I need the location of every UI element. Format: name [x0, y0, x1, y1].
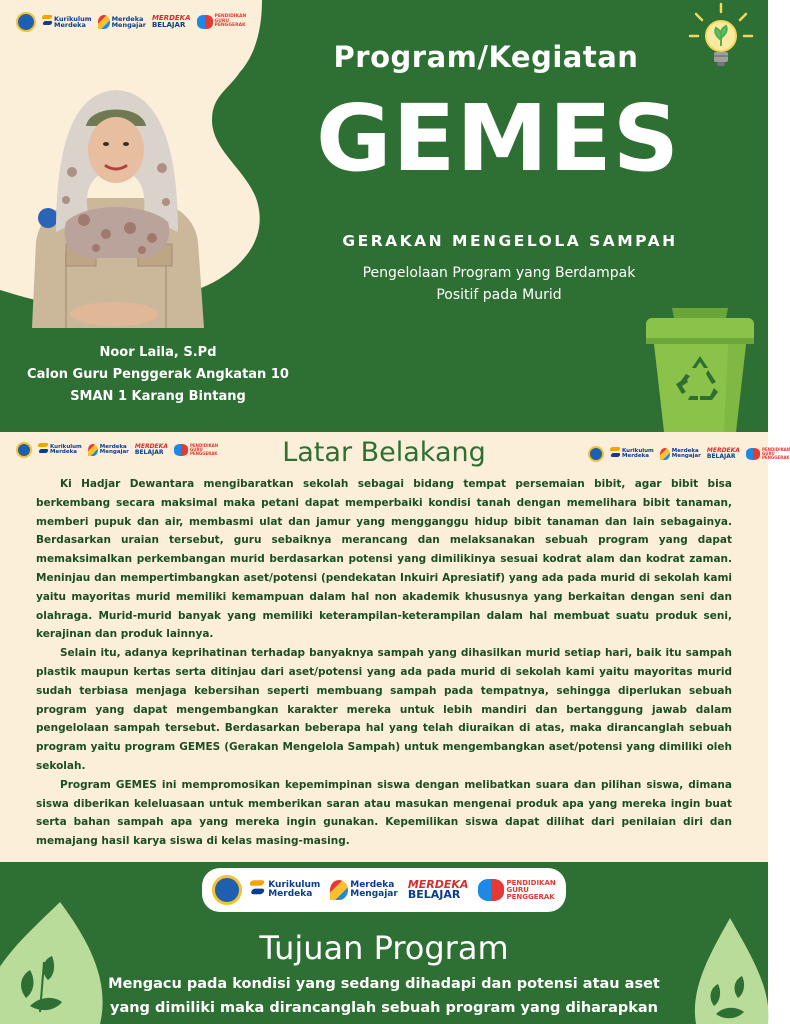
paragraph-3: Program GEMES ini mempromosikan kepemimpinan siswa dengan melibatkan suara dan pilihan siswa, dimana siswa diberikan keleluasaan untuk memberikan saran atau masukan mengenai produk apa yang mereka ingin buat serta bahan sampah apa yang mereka ingin gunakan. Kepemilikan siswa dapat dilihat dari penilaian diri dan memajang hasil karya siswa di kelas masing-masing. — [36, 778, 732, 848]
program-title: Program/Kegiatan — [333, 40, 639, 74]
guru-penggerak-logo: PENDIDIKAN GURU PENGGERAK — [197, 15, 247, 29]
tujuan-program-section — [0, 862, 768, 1024]
paragraph-2: Selain itu, adanya keprihatinan terhadap banyaknya sampah yang dihasilkan murid setiap hari, baik itu sampah plastik maupun kertas serta ditinjau dari aset/potensi yang ada pada murid di sekolah kami yaitu mayoritas murid sudah terbiasa menjaga kebersihan seperti membuang sampah pada tempatnya, sehingga diperlukan sebuah program yang dapat mengembangkan karakter mereka untuk lebih mandiri dan bertanggung jawab dalam pengelolaan sampah tersebut. Berdasarkan beberapa hal yang telah diuraikan di atas, maka dirancanglah sebuah program yaitu program GEMES (Gerakan Mengelola Sampah) untuk mengembangkan aset/potensi yang dimiliki oleh sekolah. — [36, 647, 732, 772]
latar-belakang-text — [36, 475, 732, 851]
tut-wuri-logo — [588, 446, 604, 462]
latar-belakang-section — [0, 432, 790, 862]
partner-logos — [16, 12, 246, 32]
tujuan-text: Mengacu pada kondisi yang sedang dihadapi dan potensi atau aset yang dimiliki maka dirancanglah sebuah program yang diharapkan — [108, 976, 660, 1016]
guru-penggerak-logo: PENDIDIKAN GURU PENGGERAK — [174, 444, 218, 456]
person-role: Calon Guru Penggerak Angkatan 10 — [27, 367, 289, 382]
header-banner — [0, 0, 768, 432]
latar-belakang-title: Latar Belakang — [282, 437, 486, 468]
tut-wuri-logo — [16, 12, 36, 32]
merdeka-mengajar-logo: Merdeka Mengajar — [660, 448, 701, 460]
person-name: Noor Laila, S.Pd — [99, 345, 217, 360]
paragraph-1: Ki Hadjar Dewantara mengibaratkan sekolah sebagai bidang tempat persemaian bibit, agar bibit bisa berkembang secara maksimal maka petani dapat memperbaiki kondisi tanah dengan memelihara bibit tanaman, memberi pupuk dan air, membasmi ulat dan jamur yang mengganggu hidup bibit tanaman dan lain sebagainya. Berdasarkan uraian tersebut, guru sebaiknya merancang dan melaksanakan sebuah program yang dapat memaksimalkan perkembangan murid berdasarkan potensi yang dimilikinya sesuai kodrat alam dan kodrat zaman. Meninjau dan mempertimbangkan aset/potensi (pendekatan Inkuiri Apresiatif) yang ada pada murid di sekolah kami yaitu mayoritas murid memiliki kemampuan dalam hal non akademik khususnya yang berkaitan dengan seni dan olahraga. Murid-murid banyak yang memiliki keterampilan-keterampilan dalam hal membuat suatu produk seni, kerajinan dan produk lainnya. — [36, 478, 732, 641]
merdeka-mengajar-logo: Merdeka Mengajar — [98, 15, 146, 29]
tut-wuri-logo — [212, 875, 242, 905]
merdeka-belajar-logo: MERDEKA BELAJAR — [706, 447, 740, 460]
merdeka-belajar-logo: MERDEKA BELAJAR — [151, 14, 191, 29]
person-school: SMAN 1 Karang Bintang — [70, 389, 246, 404]
recycle-bin-icon — [642, 308, 758, 432]
partner-logos-pill — [202, 868, 566, 912]
merdeka-mengajar-logo: Merdeka Mengajar — [330, 880, 398, 900]
partner-logos-right — [588, 446, 790, 462]
program-subtitle: GERAKAN MENGELOLA SAMPAH — [342, 232, 678, 250]
merdeka-belajar-logo: MERDEKA BELAJAR — [407, 877, 469, 901]
lightbulb-icon — [686, 0, 756, 74]
gemes-title: GEMES — [316, 85, 681, 192]
kurikulum-merdeka-logo: Kurikulum Merdeka — [610, 447, 654, 461]
kurikulum-merdeka-logo: Kurikulum Merdeka — [38, 443, 82, 457]
kurikulum-merdeka-logo: Kurikulum Merdeka — [42, 15, 92, 29]
merdeka-mengajar-logo: Merdeka Mengajar — [88, 444, 129, 456]
guru-penggerak-logo: PENDIDIKAN GURU PENGGERAK — [478, 879, 555, 901]
guru-penggerak-logo: PENDIDIKAN GURU PENGGERAK — [746, 448, 790, 460]
merdeka-belajar-logo: MERDEKA BELAJAR — [134, 443, 168, 456]
person-photo — [26, 52, 206, 328]
tujuan-title: Tujuan Program — [259, 929, 509, 967]
person-info — [0, 342, 316, 408]
program-tagline: Pengelolaan Program yang Berdampak Positif pada Murid — [362, 265, 636, 303]
kurikulum-merdeka-logo: Kurikulum Merdeka — [252, 881, 320, 899]
